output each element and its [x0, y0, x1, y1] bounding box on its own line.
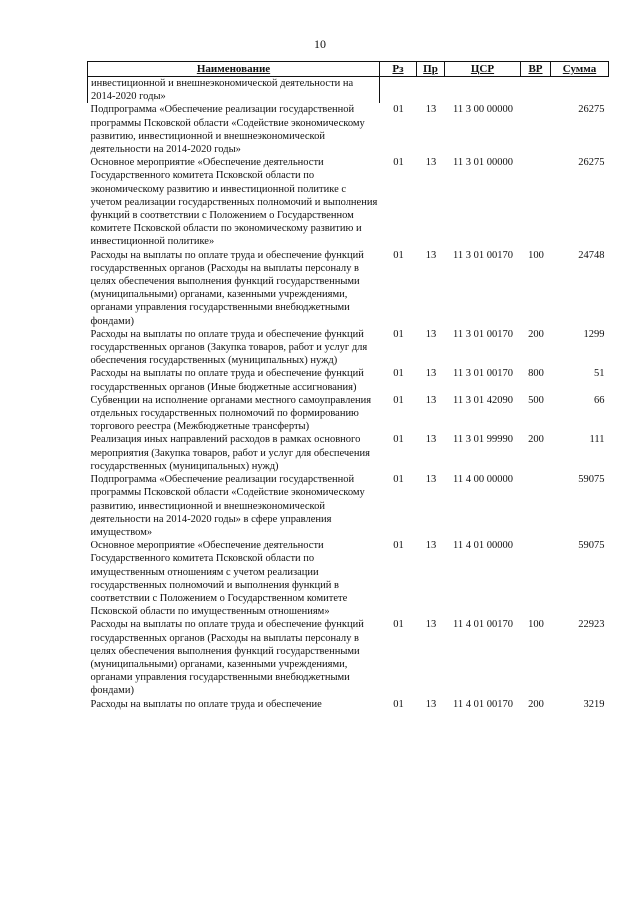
cell-vr [521, 539, 551, 618]
cell-name: Подпрограмма «Обеспечение реализации государственной программы Псковской области «Содействие экономическому развитию, инвестиционной и внешнеэкономической деятельности на 2014-2020 годы» [90, 104, 365, 156]
table-header-row [88, 62, 609, 77]
header-csr: ЦСР [445, 62, 521, 77]
header-pr: Пр [417, 62, 445, 77]
cell-sum: 1299 [583, 328, 605, 340]
cell-sum: 22923 [578, 619, 605, 631]
table-row [88, 539, 609, 618]
cell-pr: 13 [425, 249, 437, 261]
cell-csr: 11 4 00 00000 [453, 474, 513, 486]
cell-sum: 26275 [578, 104, 605, 116]
cell-sum: 3219 [583, 698, 605, 710]
cell-name: Основное мероприятие «Обеспечение деятельности Государственного комитета Псковской области по экономическому развитию и инвестиционной политике с учетом реализации государственных полномочий и выполнения функций в соответствии с Положением о Государственном комитете Псковской области по экономическому развитию и инвестиционной политике» [90, 157, 378, 248]
cell-rz: 01 [393, 698, 404, 710]
cell-pr: 13 [425, 104, 437, 116]
cell-vr: 200 [528, 328, 544, 340]
cell-rz: 01 [393, 157, 404, 169]
table-row [88, 367, 609, 393]
cell-csr: 11 3 00 00000 [453, 104, 513, 116]
cell-vr [521, 77, 551, 104]
header-vr: ВР [521, 62, 551, 77]
cell-name: Расходы на выплаты по оплате труда и обеспечение функций государственных органов (Закупка товаров, работ и услуг для обеспечения государственных (муниципальных) нужд) [90, 328, 368, 367]
table-row [88, 328, 609, 368]
cell-name: Расходы на выплаты по оплате труда и обеспечение функций государственных органов (Расходы на выплаты персоналу в целях обеспечения выполнения функций государственными (муниципальными) органами, казенными учреждениями, органами управления государственными внебюджетными фондами) [90, 249, 364, 327]
cell-name: Расходы на выплаты по оплате труда и обеспечение [90, 698, 322, 710]
cell-sum: 66 [594, 394, 605, 406]
cell-rz: 01 [393, 368, 404, 380]
cell-vr [521, 156, 551, 248]
cell-pr [417, 77, 445, 104]
cell-name: Субвенции на исполнение органами местного самоуправления отдельных государственных полномочий по формированию торгового реестра (Межбюджетные трансферты) [90, 394, 372, 433]
cell-name: инвестиционной и внешнеэкономической деятельности на 2014-2020 годы» [88, 77, 380, 104]
cell-sum: 111 [589, 434, 605, 446]
cell-pr: 13 [425, 368, 437, 380]
cell-csr: 11 3 01 00170 [453, 368, 513, 380]
table-row [88, 698, 609, 711]
cell-name: Расходы на выплаты по оплате труда и обеспечение функций государственных органов (Расходы на выплаты персоналу в целях обеспечения выполнения функций государственными (муниципальными) органами, казенными учреждениями, органами управления государственными внебюджетными фондами) [90, 619, 364, 697]
page-number: 10 [314, 37, 326, 51]
cell-rz: 01 [393, 394, 404, 406]
cell-vr: 200 [528, 698, 544, 710]
cell-pr: 13 [425, 474, 437, 486]
cell-vr: 200 [528, 434, 544, 446]
table-row [88, 618, 609, 697]
cell-pr: 13 [425, 394, 437, 406]
cell-csr: 11 4 01 00170 [453, 698, 513, 710]
cell-rz: 01 [393, 474, 404, 486]
cell-vr: 100 [528, 619, 544, 631]
cell-sum: 26275 [578, 157, 605, 169]
cell-csr: 11 3 01 00000 [453, 157, 513, 169]
cell-rz: 01 [393, 104, 404, 116]
cell-rz: 01 [393, 249, 404, 261]
cell-pr: 13 [425, 328, 437, 340]
table-row [88, 249, 609, 328]
budget-table [87, 61, 609, 711]
header-name: Наименование [88, 62, 380, 77]
cell-pr: 13 [425, 540, 437, 552]
cell-name: Основное мероприятие «Обеспечение деятельности Государственного комитета Псковской области по имущественным отношениям с учетом реализации государственных полномочий и выполнения функций в соответствии с Положением о Государственном комитете Псковской области по имущественным отношениям» [90, 540, 348, 618]
cell-sum: 51 [594, 368, 605, 380]
cell-vr: 800 [528, 368, 544, 380]
cell-pr: 13 [425, 619, 437, 631]
cell-rz: 01 [393, 434, 404, 446]
table-row [88, 394, 609, 434]
cell-csr: 11 3 01 00170 [453, 328, 513, 340]
cell-vr: 100 [528, 249, 544, 261]
cell-rz: 01 [393, 328, 404, 340]
cell-sum [551, 77, 609, 104]
table-body [88, 77, 609, 711]
header-sum: Сумма [551, 62, 609, 77]
table-row [88, 103, 609, 156]
cell-pr: 13 [425, 157, 437, 169]
cell-vr [521, 103, 551, 156]
cell-rz [380, 77, 417, 104]
cell-rz: 01 [393, 619, 404, 631]
table-row [88, 473, 609, 539]
table-row [88, 156, 609, 248]
cell-csr: 11 3 01 42090 [453, 394, 513, 406]
cell-pr: 13 [425, 698, 437, 710]
cell-csr [445, 77, 521, 104]
table-row [88, 433, 609, 473]
header-rz: Рз [380, 62, 417, 77]
cell-csr: 11 4 01 00000 [453, 540, 513, 552]
cell-pr: 13 [425, 434, 437, 446]
cell-rz: 01 [393, 540, 404, 552]
cell-csr: 11 3 01 00170 [453, 249, 513, 261]
table-row [88, 77, 609, 104]
cell-vr: 500 [528, 394, 544, 406]
cell-sum: 24748 [578, 249, 605, 261]
cell-vr [521, 473, 551, 539]
cell-sum: 59075 [578, 474, 605, 486]
cell-name: Подпрограмма «Обеспечение реализации государственной программы Псковской области «Содействие экономическому развитию, инвестиционной и внешнеэкономической деятельности на 2014-2020 годы» в сфере управления имуществом» [90, 474, 365, 538]
cell-csr: 11 4 01 00170 [453, 619, 513, 631]
cell-name: Расходы на выплаты по оплате труда и обеспечение функций государственных органов (Иные бюджетные ассигнования) [90, 368, 364, 393]
cell-sum: 59075 [578, 540, 605, 552]
cell-name: Реализация иных направлений расходов в рамках основного мероприятия (Закупка товаров, работ и услуг для обеспечения государственных (муниципальных) нужд) [90, 434, 370, 472]
cell-csr: 11 3 01 99990 [453, 434, 513, 446]
